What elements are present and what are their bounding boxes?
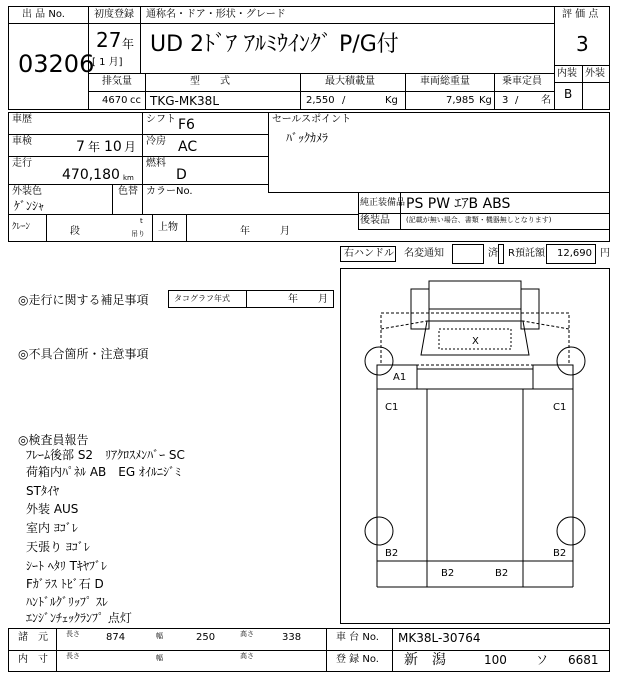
displacement-value: 4670 — [102, 95, 128, 106]
tachograph-label: タコグラフ年式 — [174, 294, 230, 303]
max-load-value: 2,550 — [306, 95, 335, 106]
deposit-label: R預託額 — [508, 248, 545, 259]
inspection-label: 車検 — [12, 136, 32, 147]
deposit-value: 12,690 — [557, 248, 592, 259]
chassis-value: MK38L-30764 — [398, 631, 481, 645]
exterior-label: 外装 — [585, 68, 605, 79]
capacity-slash: / — [515, 95, 519, 106]
damage-label-b2-rear-right: B2 — [495, 568, 509, 579]
model-value: TKG-MK38L — [150, 94, 220, 108]
max-load-slash: / — [342, 95, 346, 106]
first-reg-label: 初度登録 — [94, 9, 134, 20]
deposit-prefix: 済 — [488, 248, 498, 259]
inspector-line: ｼｰﾄ ﾍﾀﾘ Tｷﾔﾌﾞﾚ — [26, 559, 107, 573]
crane-stage-unit: 段 — [70, 226, 80, 237]
damage-label-c1-right: C1 — [553, 402, 567, 413]
exterior-color-value: ｹﾞﾝｼｬ — [14, 199, 45, 213]
first-reg-month: [ 1 月] — [92, 57, 123, 68]
displacement-unit: cc — [130, 95, 141, 106]
mileage-unit: km — [123, 174, 134, 182]
inspection-month-unit: 月 — [124, 140, 137, 154]
inspector-line: STﾀｲﾔ — [26, 484, 59, 498]
width-value: 250 — [196, 632, 216, 643]
fuel-label: 燃料 — [146, 158, 166, 169]
sales-point-label: セールスポイント — [272, 114, 352, 125]
inspection-year-unit: 年 — [88, 140, 101, 154]
lot-label: 出 品 No. — [22, 9, 65, 20]
shift-label: シフト — [146, 114, 176, 125]
chassis-label: 車 台 No. — [336, 632, 379, 643]
damage-label-c1-left: C1 — [385, 402, 399, 413]
max-load-label: 最大積載量 — [325, 76, 375, 87]
inspector-line: 天張り ﾖｺﾞﾚ — [26, 540, 90, 554]
inspection-year: 7 — [76, 139, 85, 155]
capacity-value: 3 — [502, 95, 509, 106]
inspector-line: Fｶﾞﾗｽ ﾄﾋﾞ石 D — [26, 577, 104, 591]
shift-value: F6 — [178, 117, 195, 133]
inspector-line: 荷箱内ﾊﾟﾈﾙ AB EG ｵｲﾙﾆｼﾞﾐ — [26, 465, 181, 479]
dimensions-label: 諸 元 — [18, 632, 48, 643]
first-reg-year: 27 — [96, 28, 122, 52]
tachograph-year-unit: 年 — [288, 294, 298, 305]
inspector-line: ｴﾝｼﾞﾝﾁｪｯｸﾗﾝﾌﾟ 点灯 — [26, 611, 132, 625]
ac-value: AC — [178, 139, 198, 155]
ac-label: 冷房 — [146, 136, 166, 147]
registration-class: 100 — [484, 653, 507, 667]
damage-label-b2-rear-left: B2 — [441, 568, 455, 579]
damage-label-a1: A1 — [393, 372, 407, 383]
inspection-month: 10 — [104, 139, 122, 155]
deposit-prefix-box — [498, 244, 504, 264]
sales-point-value: ﾊﾞｯｸｶﾒﾗ — [286, 131, 329, 145]
score-label: 評 価 点 — [562, 9, 599, 20]
loaded-label: 上物 — [158, 222, 178, 233]
deposit-unit: 円 — [600, 248, 610, 259]
damage-label-x: X — [472, 336, 479, 347]
truck-outline — [341, 269, 609, 623]
tachograph-month-unit: 月 — [318, 294, 328, 305]
damage-label-b2-left: B2 — [385, 548, 399, 559]
displacement-label: 排気量 — [102, 76, 132, 87]
max-load-unit: Kg — [385, 95, 398, 106]
mileage-value: 470,180 — [62, 167, 120, 183]
inspector-line: ﾊﾝﾄﾞﾙｸﾞﾘｯﾌﾟ ｽﾚ — [26, 595, 108, 609]
color-change-label: 色替 — [118, 186, 138, 197]
capacity-label: 乗車定員 — [502, 76, 542, 87]
inspector-line: 室内 ﾖｺﾞﾚ — [26, 521, 78, 535]
inner-height-label: 高さ — [240, 652, 254, 660]
height-label: 高さ — [240, 630, 254, 638]
lot-number: 03206 — [18, 50, 95, 78]
interior-label: 内装 — [557, 68, 577, 79]
color-no-label: カラーNo. — [146, 186, 193, 197]
vehicle-name: UD 2ﾄﾞｱ ｱﾙﾐｳｲﾝｸﾞ P/G付 — [150, 32, 399, 57]
damage-label-b2-right: B2 — [553, 548, 567, 559]
crane-ton-unit: t — [140, 217, 143, 225]
year-unit: 年 — [122, 37, 135, 51]
registration-number: 6681 — [568, 653, 599, 667]
steering-label: 右ハンドル — [344, 248, 394, 259]
inner-length-label: 長さ — [66, 652, 80, 660]
name-change-label: 名変通知 — [404, 248, 444, 259]
crane-label: ｸﾚｰﾝ — [12, 222, 31, 232]
aftermarket-label: 後装品 — [360, 215, 390, 226]
registration-kana: ソ — [536, 653, 549, 667]
exterior-color-label: 外装色 — [12, 186, 42, 197]
crane-lift-unit: 吊り — [131, 230, 145, 238]
driving-notes-title: ◎走行に関する補足事項 — [18, 293, 149, 307]
width-label: 幅 — [156, 632, 163, 640]
gross-weight-unit: Kg — [479, 95, 492, 106]
length-value: 874 — [106, 632, 126, 643]
aftermarket-note: (記載が無い場合、書類・機器無しとなります) — [406, 216, 552, 224]
registration-region: 新 潟 — [404, 652, 446, 668]
score-value: 3 — [576, 32, 589, 56]
history-label: 車歴 — [12, 114, 32, 125]
name-change-box — [452, 244, 484, 264]
mileage-label: 走行 — [12, 158, 32, 169]
length-label: 長さ — [66, 630, 80, 638]
inspector-line: ﾌﾚｰﾑ後部 S2 ﾘｱｸﾛｽﾒﾝﾊﾞｰ SC — [26, 448, 185, 462]
equipment-label: 純正装備品 — [360, 198, 406, 208]
gross-weight-value: 7,985 — [446, 95, 475, 106]
inner-width-label: 幅 — [156, 654, 163, 662]
capacity-unit: 名 — [541, 95, 551, 106]
inner-dimensions-label: 内 寸 — [18, 654, 48, 665]
gross-weight-label: 車両総重量 — [420, 76, 470, 87]
defects-title: ◎不具合箇所・注意事項 — [18, 347, 149, 361]
vehicle-name-label: 通称名・ドア・形状・グレード — [146, 9, 286, 20]
interior-grade: B — [564, 87, 573, 101]
inspector-line: 外装 AUS — [26, 502, 79, 516]
fuel-value: D — [176, 167, 187, 183]
height-value: 338 — [282, 632, 302, 643]
registration-label: 登 録 No. — [336, 654, 379, 665]
vehicle-diagram — [340, 268, 610, 624]
loaded-month-unit: 月 — [280, 226, 290, 237]
model-label: 型 式 — [190, 76, 230, 87]
inspector-title: ◎検査員報告 — [18, 433, 89, 447]
equipment-value: PS PW ｴｱB ABS — [406, 196, 511, 212]
loaded-year-unit: 年 — [240, 226, 250, 237]
